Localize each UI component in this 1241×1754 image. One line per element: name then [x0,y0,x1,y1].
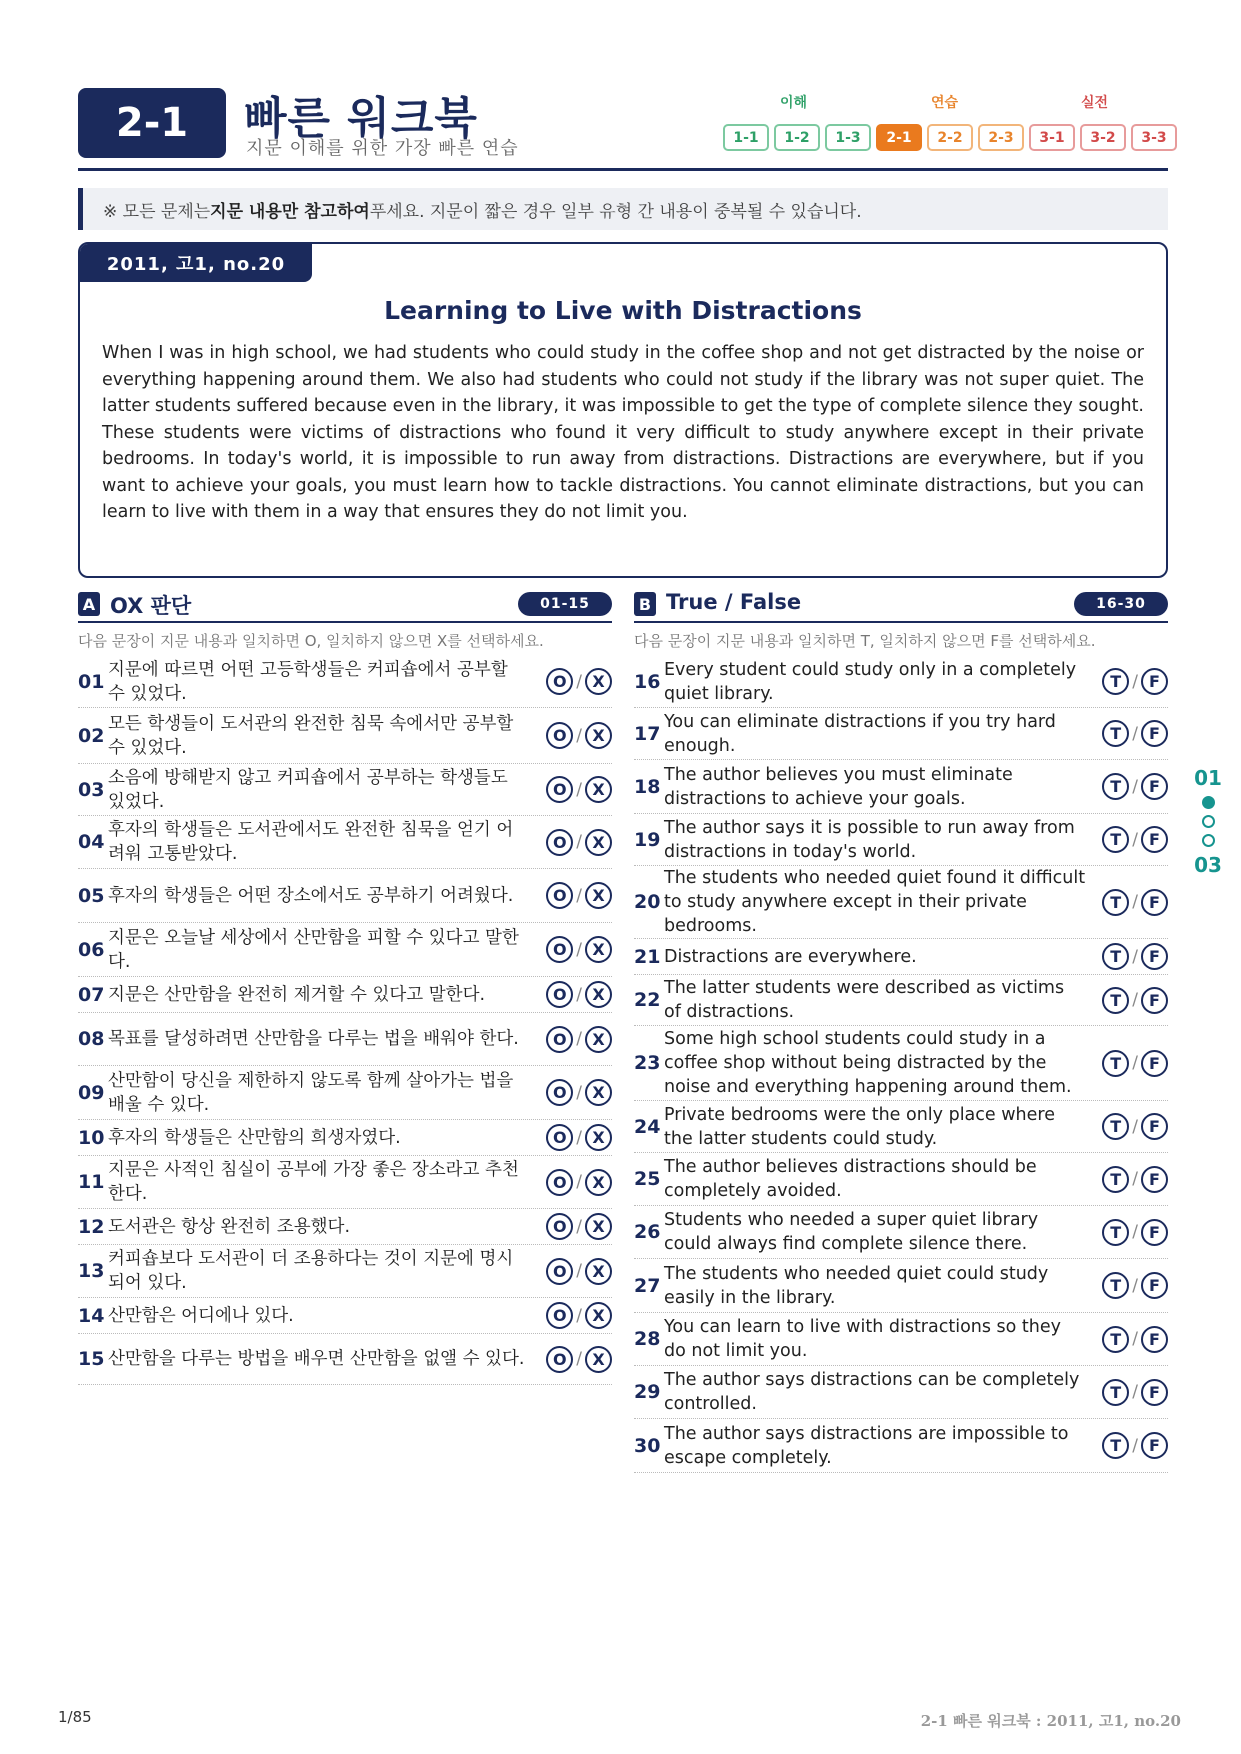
answer-choices [1098,1219,1168,1246]
choice-separator: / [576,1172,582,1192]
choice-separator: / [576,1349,582,1369]
choice-x-button[interactable]: X [585,668,612,695]
choice-f-button[interactable]: F [1141,889,1168,916]
question-row [634,814,1168,866]
question-number: 15 [78,1348,105,1370]
question-text: 커피숍보다 도서관이 더 조용하다는 것이 지문에 명시되어 있다. [108,1249,514,1293]
question-row [78,816,612,869]
choice-x-button[interactable]: X [585,1026,612,1053]
choice-t-button[interactable]: T [1102,1050,1129,1077]
choice-separator: / [576,885,582,906]
question-row [634,1419,1168,1473]
answer-choices [1098,1166,1168,1193]
choice-o-button[interactable]: O [546,1079,573,1106]
choice-t-button[interactable]: T [1102,773,1129,800]
question-row [78,1209,612,1245]
choice-separator: / [576,1127,582,1148]
choice-separator: / [1132,1382,1138,1402]
page-subtitle: 지문 이해를 위한 가장 빠른 연습 [246,138,519,159]
question-number: 14 [78,1304,105,1327]
choice-o-button[interactable]: O [546,1346,573,1373]
question-text: Some high school students could study in a coffee shop without being distracted by the noise and everything happening around them. [664,1029,1072,1097]
choice-t-button[interactable]: T [1102,1379,1129,1406]
question-row [634,1313,1168,1366]
choice-t-button[interactable]: T [1102,943,1129,970]
question-number: 23 [634,1052,661,1074]
choice-o-button[interactable]: O [546,668,573,695]
choice-separator: / [576,939,582,960]
question-number: 05 [78,884,105,907]
question-text: Every student could study only in a completely quiet library. [664,659,1077,704]
question-number: 01 [78,670,105,693]
question-row [634,1259,1168,1313]
question-number: 06 [78,938,105,961]
section-divider [78,621,612,623]
section-a-instruction: 다음 문장이 지문 내용과 일치하면 O, 일치하지 않으면 X를 선택하세요. [78,632,544,650]
question-row [634,1101,1168,1153]
question-row [78,1156,612,1209]
level-group-label: 실전 [1081,95,1109,111]
question-number: 18 [634,775,661,798]
level-group-label: 이해 [780,95,808,111]
answer-choices [542,1079,612,1106]
question-number: 10 [78,1126,105,1149]
choice-f-button[interactable]: F [1141,668,1168,695]
choice-f-button[interactable]: F [1141,987,1168,1014]
question-number: 27 [634,1274,661,1297]
question-number: 25 [634,1168,661,1190]
section-divider [634,621,1168,623]
question-number: 04 [78,831,105,853]
passage-source: 2011, 고1, no.20 [80,244,312,282]
choice-f-button[interactable]: F [1141,1432,1168,1459]
answer-choices [1098,987,1168,1014]
answer-choices [1098,889,1168,916]
answer-choices [1098,773,1168,800]
question-row [634,1206,1168,1259]
question-text: The author says distractions are impossible to escape completely. [664,1423,1069,1468]
choice-separator: / [1132,776,1138,797]
choice-separator: / [1132,1116,1138,1137]
answer-choices [1098,1113,1168,1140]
choice-o-button[interactable]: O [546,1213,573,1240]
choice-separator: / [1132,1222,1138,1242]
tf-question-list [634,656,1168,1473]
choice-t-button[interactable]: T [1102,889,1129,916]
choice-o-button[interactable]: O [546,722,573,749]
choice-separator: / [576,1082,582,1103]
answer-choices [1098,1050,1168,1077]
choice-o-button[interactable]: O [546,1169,573,1196]
choice-f-button[interactable]: F [1141,720,1168,747]
indicator-start: 01 [1194,766,1222,790]
choice-separator: / [1132,1329,1138,1349]
level-group-label: 연습 [931,95,959,111]
choice-o-button[interactable]: O [546,882,573,909]
question-row [634,866,1168,939]
answer-choices [542,936,612,963]
choice-t-button[interactable]: T [1102,668,1129,695]
question-number: 24 [634,1115,661,1138]
question-row [78,656,612,708]
question-row [78,923,612,977]
notice-prefix: ※ 모든 문제는 [103,201,211,222]
choice-o-button[interactable]: O [546,1302,573,1329]
choice-x-button[interactable]: X [585,1302,612,1329]
question-text: Distractions are everywhere. [664,946,917,967]
question-text: The students who needed quiet found it difficult to study anywhere except in their private bedrooms. [664,868,1086,936]
question-text: 후자의 학생들은 어떤 장소에서도 공부하기 어려웠다. [108,885,514,906]
choice-separator: / [576,725,582,746]
choice-separator: / [576,1216,582,1237]
question-text: 산만함을 다루는 방법을 배우면 산만함을 없앨 수 있다. [108,1349,525,1369]
question-text: The author says distractions can be completely controlled. [664,1370,1080,1414]
choice-f-button[interactable]: F [1141,943,1168,970]
question-row [78,764,612,816]
header-divider [78,168,1168,171]
choice-f-button[interactable]: F [1141,773,1168,800]
choice-separator: / [576,1029,582,1049]
answer-choices [1098,668,1168,695]
question-row [634,1153,1168,1206]
choice-o-button[interactable]: O [546,936,573,963]
question-text: 후자의 학생들은 산만함의 희생자였다. [108,1127,401,1148]
question-text: 후자의 학생들은 도서관에서도 완전한 침묵을 얻기 어려워 고통받았다. [108,820,514,864]
choice-separator: / [1132,671,1138,692]
choice-separator: / [1132,1275,1138,1296]
choice-o-button[interactable]: O [546,1026,573,1053]
choice-separator: / [576,984,582,1005]
question-text: 모든 학생들이 도서관의 완전한 침묵 속에서만 공부할 수 있었다. [108,713,514,758]
notice-emphasis: 지문 내용만 참고하여 [210,201,370,222]
level-nav [723,92,1168,152]
choice-f-button[interactable]: F [1141,1272,1168,1299]
choice-f-button[interactable]: F [1141,1050,1168,1077]
choice-t-button[interactable]: T [1102,1432,1129,1459]
question-row [78,1013,612,1066]
choice-separator: / [576,779,582,800]
level-tab-3-1[interactable]: 3-1 [1029,124,1075,151]
choice-f-button[interactable]: F [1141,1326,1168,1353]
choice-x-button[interactable]: X [585,722,612,749]
choice-separator: / [576,1261,582,1281]
choice-t-button[interactable]: T [1102,1166,1129,1193]
progress-indicator [1190,766,1226,877]
choice-f-button[interactable]: F [1141,1166,1168,1193]
choice-o-button[interactable]: O [546,1124,573,1151]
choice-f-button[interactable]: F [1141,1379,1168,1406]
indicator-dot-active[interactable] [1202,796,1215,809]
question-number: 29 [634,1381,661,1403]
level-tab-1-1[interactable]: 1-1 [723,124,769,151]
section-a-header [78,590,612,622]
level-tab-3-2[interactable]: 3-2 [1080,124,1126,151]
question-number: 08 [78,1028,105,1050]
indicator-dot[interactable] [1202,834,1215,847]
level-tab-3-3[interactable]: 3-3 [1131,124,1177,151]
passage-title: Learning to Live with Distractions [384,296,862,325]
question-row [78,869,612,923]
question-row [634,708,1168,760]
level-tab-2-3[interactable]: 2-3 [978,124,1024,151]
question-number: 13 [78,1260,105,1282]
choice-separator: / [1132,892,1138,912]
answer-choices [542,1124,612,1151]
choice-separator: / [1132,946,1138,967]
footer-label: 2-1 빠른 워크북 : 2011, 고1, no.20 [920,1712,1181,1730]
question-text: 지문에 따르면 어떤 고등학생들은 커피숍에서 공부할 수 있었다. [108,659,508,704]
choice-separator: / [576,1305,582,1326]
question-number: 17 [634,722,661,745]
choice-x-button[interactable]: X [585,1169,612,1196]
answer-choices [542,1346,612,1373]
question-number: 20 [634,891,661,913]
question-number: 21 [634,945,661,968]
level-tabs [723,124,1177,151]
question-row [634,760,1168,814]
section-letter: A [78,592,100,616]
choice-x-button[interactable]: X [585,829,612,856]
question-number: 26 [634,1221,661,1243]
choice-x-button[interactable]: X [585,936,612,963]
answer-choices [1098,1432,1168,1459]
choice-separator: / [1132,990,1138,1010]
answer-choices [542,1302,612,1329]
choice-separator: / [576,832,582,852]
answer-choices [542,981,612,1008]
choice-x-button[interactable]: X [585,1258,612,1285]
level-tab-1-2[interactable]: 1-2 [774,124,820,151]
choice-t-button[interactable]: T [1102,826,1129,853]
question-text: The author believes distractions should be completely avoided. [664,1157,1037,1201]
answer-choices [1098,1272,1168,1299]
passage-body: When I was in high school, we had students who could study in the coffee shop and not get distracted by the noise or everything happening around them. We also had students who could not study if the library was not super quiet. The latter students suffered because even in the library, it was impossible to get the type of complete silence they sought. These students were victims of distractions who found it very difficult to study anywhere except in their private bedrooms. In today's world, it is impossible to run away from distractions. Distractions are everywhere, but if you want to achieve your goals, you must learn how to tackle distractions. You cannot eliminate distractions, but you can learn to live with them in a way that ensures they do not limit you. [102,343,1144,522]
question-row [634,656,1168,708]
section-letter: B [634,592,656,616]
choice-separator: / [1132,1053,1138,1073]
answer-choices [542,1213,612,1240]
indicator-dot[interactable] [1202,815,1215,828]
question-text: You can eliminate distractions if you try hard enough. [664,711,1056,756]
section-title: True / False [666,590,802,614]
choice-x-button[interactable]: X [585,981,612,1008]
answer-choices [542,1258,612,1285]
section-range: 16-30 [1074,592,1168,616]
question-text: You can learn to live with distractions so they do not limit you. [664,1317,1062,1361]
question-number: 12 [78,1215,105,1238]
choice-separator: / [576,671,582,692]
question-text: The students who needed quiet could study easily in the library. [664,1263,1049,1308]
page-title: 빠른 워크북 [244,93,478,144]
answer-choices [542,776,612,803]
choice-o-button[interactable]: O [546,829,573,856]
question-number: 30 [634,1434,661,1457]
question-row [78,1245,612,1298]
question-number: 16 [634,670,661,693]
question-text: 지문은 오늘날 세상에서 산만함을 피할 수 있다고 말한다. [108,927,519,972]
choice-x-button[interactable]: X [585,1124,612,1151]
page-number: 1/85 [58,1708,92,1726]
choice-separator: / [1132,723,1138,744]
answer-choices [1098,720,1168,747]
question-row [78,977,612,1013]
section-b-header [634,590,1168,622]
question-text: 목표를 달성하려면 산만함을 다루는 법을 배워야 한다. [108,1029,519,1049]
answer-choices [1098,1326,1168,1353]
question-number: 19 [634,828,661,851]
question-row [634,1366,1168,1419]
choice-x-button[interactable]: X [585,776,612,803]
section-b-instruction: 다음 문장이 지문 내용과 일치하면 T, 일치하지 않으면 F를 선택하세요. [634,632,1096,650]
question-text: The latter students were described as victims of distractions. [664,978,1065,1022]
choice-f-button[interactable]: F [1141,1219,1168,1246]
instruction-notice [78,188,1168,230]
unit-code-badge: 2-1 [78,88,226,158]
question-text: The author says it is possible to run away from distractions in today's world. [664,817,1075,862]
choice-o-button[interactable]: O [546,776,573,803]
page-header [78,84,1168,174]
choice-t-button[interactable]: T [1102,1272,1129,1299]
level-tab-2-2[interactable]: 2-2 [927,124,973,151]
choice-t-button[interactable]: T [1102,720,1129,747]
answer-choices [542,829,612,856]
question-text: Students who needed a super quiet library could always find complete silence there. [664,1210,1039,1254]
indicator-end: 03 [1194,853,1222,877]
section-title: OX 판단 [110,594,192,618]
passage-box [78,242,1168,578]
choice-x-button[interactable]: X [585,1346,612,1373]
question-row [78,708,612,764]
question-text: 도서관은 항상 완전히 조용했다. [108,1216,351,1237]
question-number: 02 [78,724,105,747]
question-number: 07 [78,983,105,1006]
question-text: Private bedrooms were the only place where the latter students could study. [664,1104,1055,1149]
notice-suffix: 푸세요. 지문이 짧은 경우 일부 유형 간 내용이 중복될 수 있습니다. [369,201,862,222]
question-row [634,1026,1168,1101]
answer-choices [1098,1379,1168,1406]
choice-separator: / [1132,1435,1138,1456]
question-text: 지문은 사적인 침실이 공부에 가장 좋은 장소라고 추천한다. [108,1160,519,1204]
choice-t-button[interactable]: T [1102,1326,1129,1353]
question-row [78,1120,612,1156]
question-text: 산만함은 어디에나 있다. [108,1305,294,1326]
choice-o-button[interactable]: O [546,1258,573,1285]
answer-choices [542,1026,612,1053]
answer-choices [1098,826,1168,853]
choice-separator: / [1132,1169,1138,1189]
choice-o-button[interactable]: O [546,981,573,1008]
question-text: 소음에 방해받지 않고 커피숍에서 공부하는 학생들도 있었다. [108,767,508,812]
level-tab-2-1[interactable]: 2-1 [876,124,922,151]
question-number: 11 [78,1171,105,1193]
choice-t-button[interactable]: T [1102,1113,1129,1140]
answer-choices [542,668,612,695]
question-number: 22 [634,989,661,1011]
answer-choices [542,722,612,749]
question-row [78,1298,612,1334]
level-tab-1-3[interactable]: 1-3 [825,124,871,151]
question-row [634,939,1168,975]
choice-t-button[interactable]: T [1102,1219,1129,1246]
question-number: 28 [634,1328,661,1350]
question-text: 지문은 산만함을 완전히 제거할 수 있다고 말한다. [108,984,486,1005]
question-number: 03 [78,778,105,801]
choice-f-button[interactable]: F [1141,1113,1168,1140]
question-row [634,975,1168,1026]
choice-separator: / [1132,829,1138,850]
question-number: 09 [78,1081,105,1104]
choice-t-button[interactable]: T [1102,987,1129,1014]
answer-choices [1098,943,1168,970]
question-text: The author believes you must eliminate distractions to achieve your goals. [664,764,1013,809]
question-text: 산만함이 당신을 제한하지 않도록 함께 살아가는 법을 배울 수 있다. [108,1070,514,1115]
answer-choices [542,1169,612,1196]
question-row [78,1334,612,1385]
answer-choices [542,882,612,909]
ox-question-list [78,656,612,1385]
choice-x-button[interactable]: X [585,1079,612,1106]
choice-f-button[interactable]: F [1141,826,1168,853]
question-row [78,1066,612,1120]
section-range: 01-15 [518,592,612,616]
choice-x-button[interactable]: X [585,1213,612,1240]
choice-x-button[interactable]: X [585,882,612,909]
